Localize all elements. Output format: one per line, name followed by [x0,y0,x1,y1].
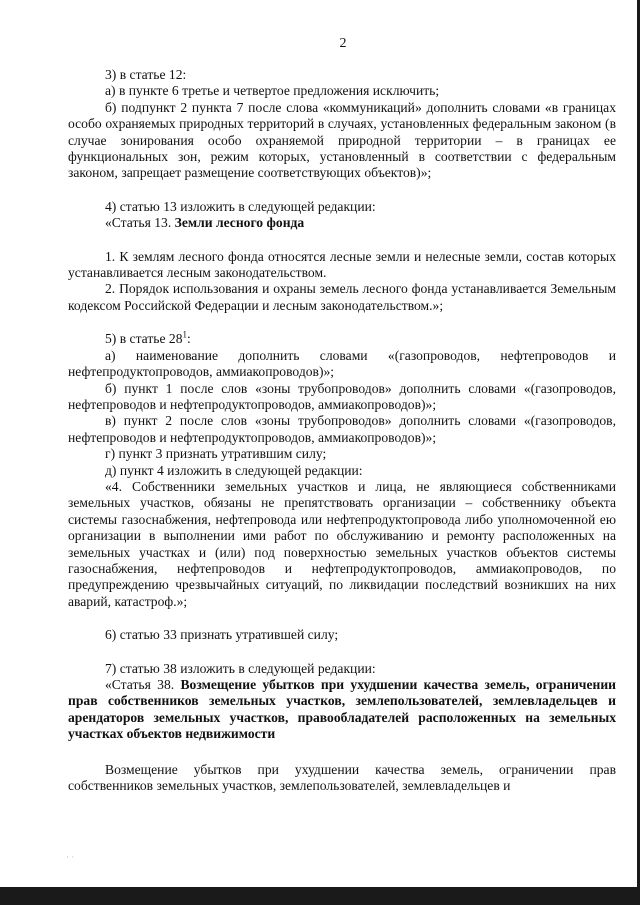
article-28-1-item-d: д) пункт 4 изложить в следующей редакции: [105,462,363,478]
article-13-heading: 4) статью 13 изложить в следующей редакции: [105,198,376,214]
article-13-title-prefix: «Статья 13. [105,215,175,231]
article-13-paragraph-1: 1. К землям лесного фонда относятся лесные земли и нелесные земли, состав которых устанавливается лесным законодательством. [68,248,616,281]
article-13-title [68,215,616,231]
article-28-1-item-b: б) пункт 1 после слов «зоны трубопроводов» дополнить словами «(газопроводов, нефтепроводов и нефтепродуктопроводов, аммиакопроводов)»; [68,380,616,412]
article-38-title [68,677,616,743]
page-number: 2 [339,36,347,51]
article-38-body: Возмещение убытков при ухудшении качества земель, ограничении прав собственников земельных участков, землепользователей, землевладельцев и [68,761,616,794]
article-38-title-bold: Возмещение убытков при ухудшении качества земель, ограничении прав собственников земельных участков, землепользователей, землевладельцев и арендаторов земельных участков, правообладателей расположенных на земельных участках объектов недвижимости [68,677,616,742]
article-28-1-item-v: в) пункт 2 после слов «зоны трубопроводов» дополнить словами «(газопроводов, нефтепроводов и нефтепродуктопроводов, аммиакопроводов)»; [68,413,616,445]
article-28-1-superscript: 1 [182,329,188,340]
article-33-item: 6) статью 33 признать утратившей силу; [105,627,339,643]
article-28-1-heading-prefix: 5) в статье 28 [105,331,183,347]
scan-edge-bottom [0,887,640,905]
article-12-item-a: а) в пункте 6 третье и четвертое предложения исключить; [105,83,440,99]
scan-speck: · · [66,852,75,862]
article-38-heading: 7) статью 38 изложить в следующей редакции: [105,660,376,676]
article-13-title-bold: Земли лесного фонда [174,215,305,231]
article-28-1-point-4: «4. Собственники земельных участков и лица, не являющиеся собственниками земельных участков, обязаны не препятствовать организации – собственнику объекта системы газоснабжения, нефтепровода или нефтепродуктопровода либо уполномоченной ею организации в выполнении ими работ по обслуживанию и ремонту расположенных на земельных участках и (или) под поверхностью земельных участков объектов системы газоснабжения, нефтепроводов и нефтепродуктопроводов, аммиакопроводов, по предупреждению чрезвычайных ситуаций, по ликвидации последствий возникших на них аварий, катастроф.»; [68,478,616,609]
article-28-1-heading-suffix: : [187,331,191,347]
article-28-1-item-g: г) пункт 3 признать утратившим силу; [105,446,327,462]
article-12-heading: 3) в статье 12: [105,67,187,82]
article-28-1-heading [68,331,616,347]
article-13-paragraph-2: 2. Порядок использования и охраны земель лесного фонда устанавливается Земельным кодексом Российской Федерации и лесным законодательством.»; [68,281,616,313]
article-28-1-item-a: а) наименование дополнить словами «(газопроводов, нефтепроводов и нефтепродуктопроводов, аммиакопроводов)»; [68,347,616,380]
document-body [68,67,616,794]
article-38-title-prefix: «Статья 38. [105,677,181,692]
article-12-item-b: б) подпункт 2 пункта 7 после слова «коммуникаций» дополнить словами «в границах особо охраняемых природных территорий в случаях, установленных федеральным законом (в случае зонирования особо охраняемой природной территории – в границах ее функциональных зон, режим которых, установленный в соответствии с федеральным законом, запрещает размещение соответствующих объектов)»; [68,99,616,181]
